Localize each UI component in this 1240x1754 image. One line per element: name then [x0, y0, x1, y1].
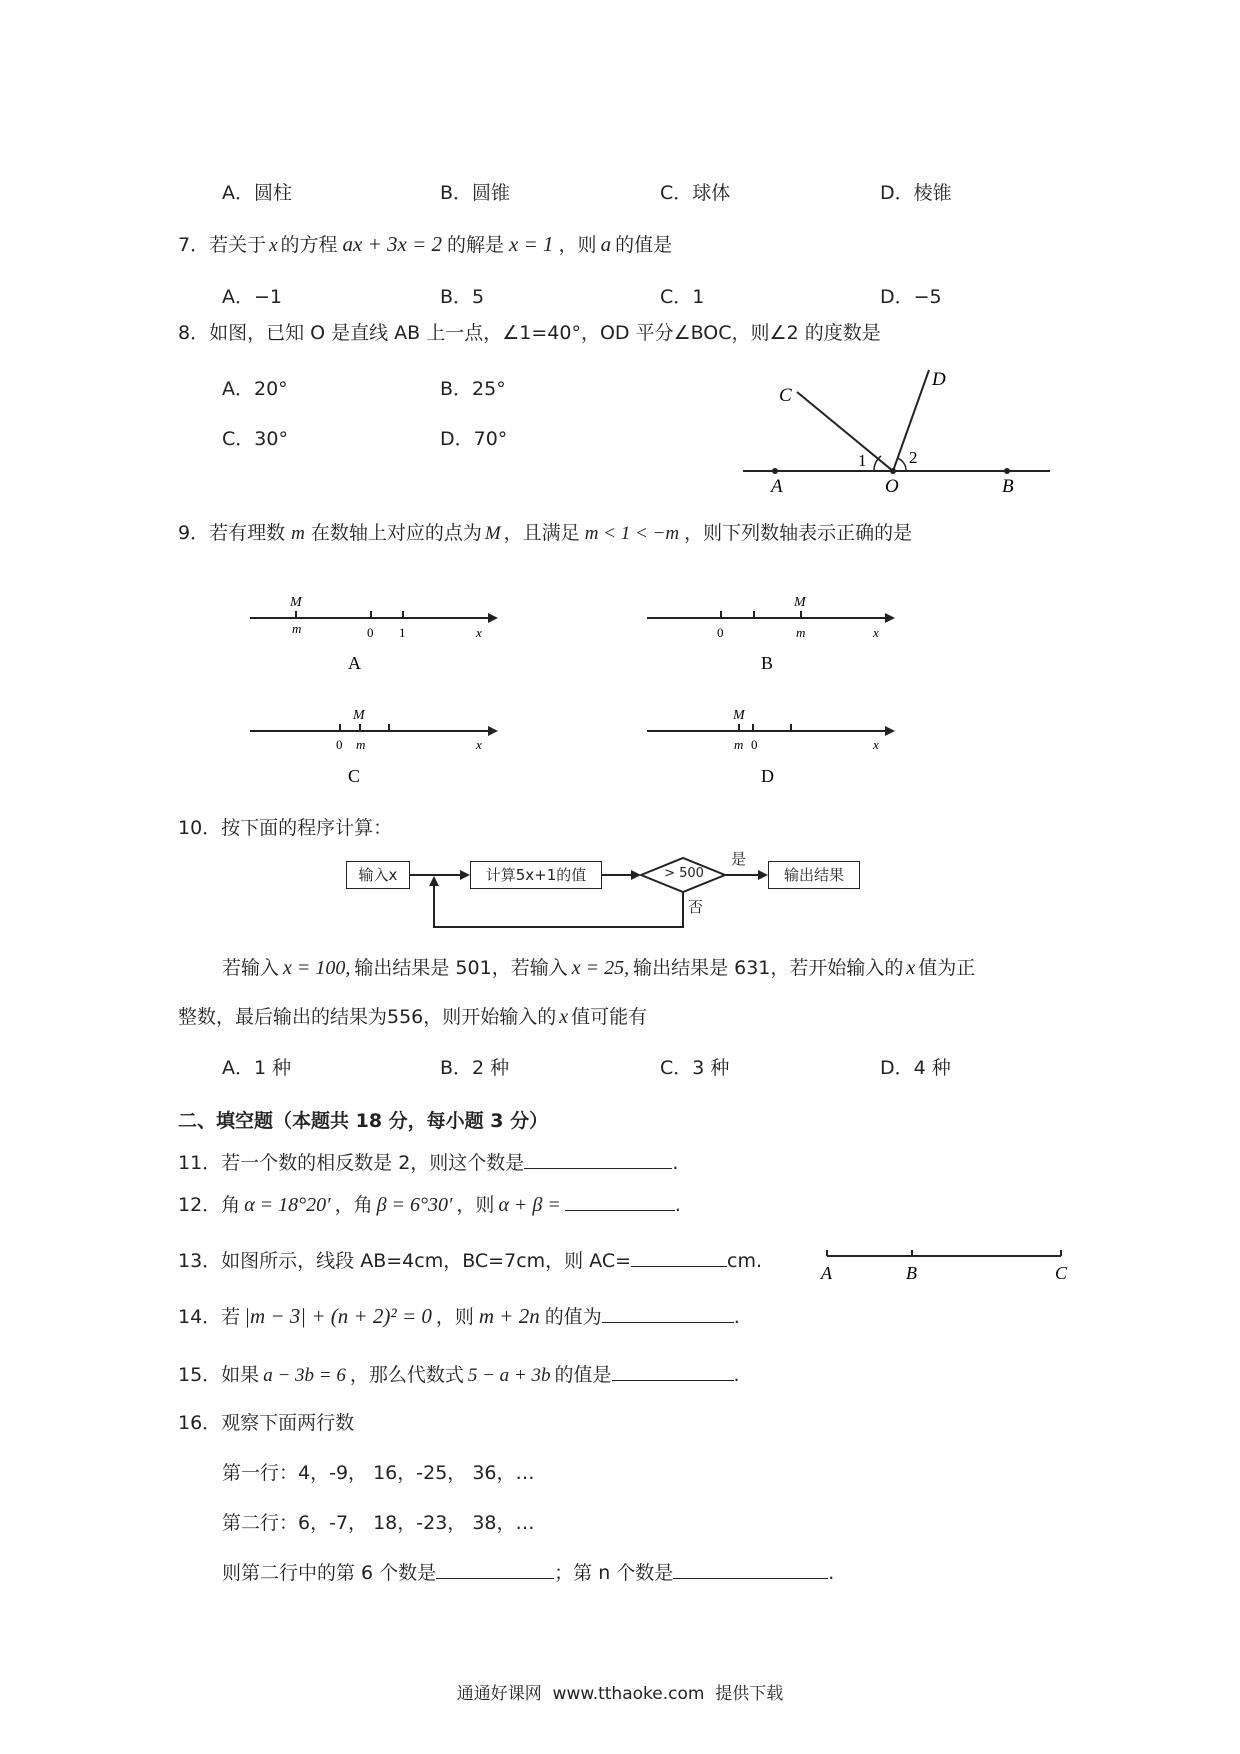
number-line-a-zero: 0	[367, 625, 374, 640]
q15-expr2: 5 − a + 3b	[467, 1365, 551, 1386]
section-2-heading: 二、填空题（本题共 18 分，每小题 3 分）	[178, 1110, 549, 1132]
number-line-d-caption: D	[761, 766, 774, 786]
q10-option-c: C．3 种	[660, 1057, 730, 1079]
q10-p1-a: 若输入	[222, 957, 280, 979]
q12-answer-blank[interactable]	[565, 1190, 675, 1211]
number-line-b	[645, 590, 895, 680]
q10-p1-x2: x = 25,	[571, 957, 630, 979]
q7-tail: 的值是	[615, 234, 673, 256]
q9-stem-d: ，则下列数轴表示正确的是	[684, 522, 913, 544]
number-line-d-axis: x	[873, 737, 879, 752]
q8-angle-figure	[735, 365, 1055, 500]
flow-output-box: 输出结果	[768, 861, 860, 889]
q16-ask	[222, 1558, 834, 1586]
number-line-c-axis: x	[476, 737, 482, 752]
q16-row1: 第一行：4，-9， 16，-25， 36，…	[222, 1462, 535, 1484]
q10-option-b: B．2 种	[440, 1057, 510, 1079]
q6-option-a: A．圆柱	[222, 182, 292, 204]
q12-text-a: 12．角	[178, 1194, 241, 1216]
q13-label-b: B	[906, 1263, 917, 1283]
number-line-a-one: 1	[399, 625, 406, 640]
q8-label-angle1: 1	[858, 451, 867, 470]
q10-p1-x3: x	[906, 957, 916, 979]
q14-expr2: m + 2n	[478, 1304, 540, 1328]
q15-text-b: ，那么代数式	[349, 1364, 464, 1386]
number-line-c	[248, 703, 498, 793]
q8-option-a: A．20°	[222, 378, 288, 400]
q10-p2-x: x	[559, 1006, 569, 1028]
q14-text-b: ，则	[435, 1306, 474, 1328]
number-line-c-point-var: m	[356, 737, 366, 752]
number-line-b-point-var: m	[796, 625, 806, 640]
number-line-b-axis: x	[873, 625, 879, 640]
number-line-b-caption: B	[761, 653, 774, 673]
q10-p1-d: 值为正	[918, 957, 976, 979]
number-line-d-point-var: m	[734, 737, 744, 752]
q6-option-b: B．圆锥	[440, 182, 511, 204]
q15-expr: a − 3b = 6	[263, 1365, 346, 1386]
q16-end: .	[828, 1562, 835, 1584]
q10-p2-b: 值可能有	[571, 1006, 648, 1028]
q15-end: .	[733, 1364, 740, 1386]
q15-answer-blank[interactable]	[612, 1360, 734, 1381]
q7-option-c: C．1	[660, 286, 705, 308]
q12-beta: β = 6°30′	[376, 1194, 453, 1216]
q13-label-c: C	[1055, 1263, 1068, 1283]
q12	[178, 1190, 681, 1218]
q7-mid2: 的解是	[447, 234, 505, 256]
q12-text-b: ，角	[334, 1194, 373, 1216]
q14-answer-blank[interactable]	[602, 1302, 734, 1323]
number-line-a	[248, 590, 498, 680]
q13	[178, 1246, 762, 1274]
q11-end: .	[672, 1152, 679, 1174]
q10-flowchart	[346, 850, 866, 936]
q12-end: .	[674, 1194, 681, 1216]
q14-text-a: 14．若	[178, 1306, 241, 1328]
q9-stem-c: ，且满足	[503, 522, 580, 544]
flow-condition: > 500	[664, 866, 704, 881]
q16-row2: 第二行：6，-7， 18，-23， 38，…	[222, 1512, 535, 1534]
q10-paragraph-1	[222, 955, 975, 981]
q9-stem-b: 在数轴上对应的点为	[310, 522, 482, 544]
q14	[178, 1302, 740, 1330]
q10-p1-x1: x = 100,	[283, 957, 351, 979]
q15	[178, 1360, 740, 1389]
q6-option-d: D．棱锥	[880, 182, 952, 204]
q7-stem	[178, 231, 672, 259]
q10-p1-b: 输出结果是 501，若输入	[354, 957, 568, 979]
number-line-a-axis: x	[476, 625, 482, 640]
q9-var-m: m	[291, 523, 305, 544]
q8-label-a: A	[771, 476, 783, 497]
q9-condition: m < 1 < −m	[584, 523, 680, 544]
q14-end: .	[733, 1306, 740, 1328]
q12-alpha: α = 18°20′	[244, 1194, 331, 1216]
q10-paragraph-2	[178, 1004, 647, 1030]
q7-option-b: B．5	[440, 286, 485, 308]
q15-text-c: 的值是	[554, 1364, 612, 1386]
q12-expr: α + β =	[498, 1194, 561, 1216]
footer-credit: 通通好课网 www.tthaoke.com 提供下载	[456, 1684, 784, 1704]
number-line-d-point-label: M	[733, 708, 745, 723]
q6-option-c: C．球体	[660, 182, 731, 204]
q8-option-d: D．70°	[440, 428, 508, 450]
q7-mid3: ，则	[558, 234, 597, 256]
q10-stem: 10．按下面的程序计算：	[178, 817, 393, 839]
q16-ask-a: 则第二行中的第 6 个数是	[222, 1562, 437, 1584]
q13-label-a: A	[821, 1263, 832, 1283]
flow-yes-label: 是	[731, 850, 747, 868]
q11-text: 11．若一个数的相反数是 2，则这个数是	[178, 1152, 525, 1174]
number-line-b-point-label: M	[794, 595, 806, 610]
q7-option-d: D．−5	[880, 286, 942, 308]
q11	[178, 1148, 678, 1176]
number-line-c-point-label: M	[353, 708, 365, 723]
number-line-a-point-var: m	[292, 621, 302, 636]
flow-no-label: 否	[688, 898, 704, 916]
number-line-a-point-label: M	[290, 595, 302, 610]
q16-stem: 16．观察下面两行数	[178, 1412, 355, 1434]
q16-answer-blank-1[interactable]	[436, 1558, 554, 1579]
q10-option-a: A．1 种	[222, 1057, 292, 1079]
q8-stem: 8．如图，已知 O 是直线 AB 上一点，∠1=40°，OD 平分∠BOC，则∠2 的度数是	[178, 322, 881, 344]
number-line-c-zero: 0	[336, 737, 343, 752]
q9-stem	[178, 520, 912, 547]
number-line-a-caption: A	[348, 653, 361, 673]
q14-text-c: 的值为	[544, 1306, 602, 1328]
q7-option-a: A．−1	[222, 286, 283, 308]
q10-p1-c: 输出结果是 631，若开始输入的	[633, 957, 904, 979]
q8-label-c: C	[779, 385, 792, 406]
number-line-b-zero: 0	[717, 625, 724, 640]
q7-var-a: a	[600, 232, 612, 256]
q11-answer-blank[interactable]	[524, 1148, 672, 1169]
number-line-c-caption: C	[348, 766, 361, 786]
q10-p2-a: 整数，最后输出的结果为556，则开始输入的	[178, 1006, 557, 1028]
q13-unit: cm.	[727, 1250, 763, 1272]
q8-option-c: C．30°	[222, 428, 288, 450]
flow-input-box: 输入x	[346, 861, 410, 889]
q9-stem-a: 9．若有理数	[178, 522, 286, 544]
q16-answer-blank-2[interactable]	[673, 1558, 828, 1579]
q12-text-c: ，则	[456, 1194, 495, 1216]
number-line-d-zero: 0	[751, 737, 758, 752]
q9-var-M: M	[484, 523, 501, 544]
q8-option-b: B．25°	[440, 378, 506, 400]
q16-ask-b: ；第 n 个数是	[554, 1562, 674, 1584]
q8-label-d: D	[932, 369, 946, 390]
q7-equation: ax + 3x = 2	[342, 232, 443, 256]
q13-segment-figure	[815, 1244, 1075, 1294]
q8-label-angle2: 2	[909, 448, 918, 467]
q13-answer-blank[interactable]	[631, 1246, 727, 1267]
q8-label-o: O	[885, 476, 899, 497]
q7-num: 7．若关于	[178, 234, 267, 256]
q14-expr: |m − 3| + (n + 2)² = 0	[244, 1304, 432, 1328]
q7-solution: x = 1	[509, 232, 554, 256]
q10-option-d: D．4 种	[880, 1057, 951, 1079]
q15-text-a: 15．如果	[178, 1364, 260, 1386]
q8-label-b: B	[1002, 476, 1014, 497]
q7-var-x: x	[269, 235, 278, 256]
number-line-d	[645, 703, 895, 793]
q13-text: 13．如图所示，线段 AB=4cm，BC=7cm，则 AC=	[178, 1250, 632, 1272]
q7-mid: 的方程	[280, 234, 338, 256]
flow-compute-box: 计算5x+1的值	[470, 861, 602, 889]
